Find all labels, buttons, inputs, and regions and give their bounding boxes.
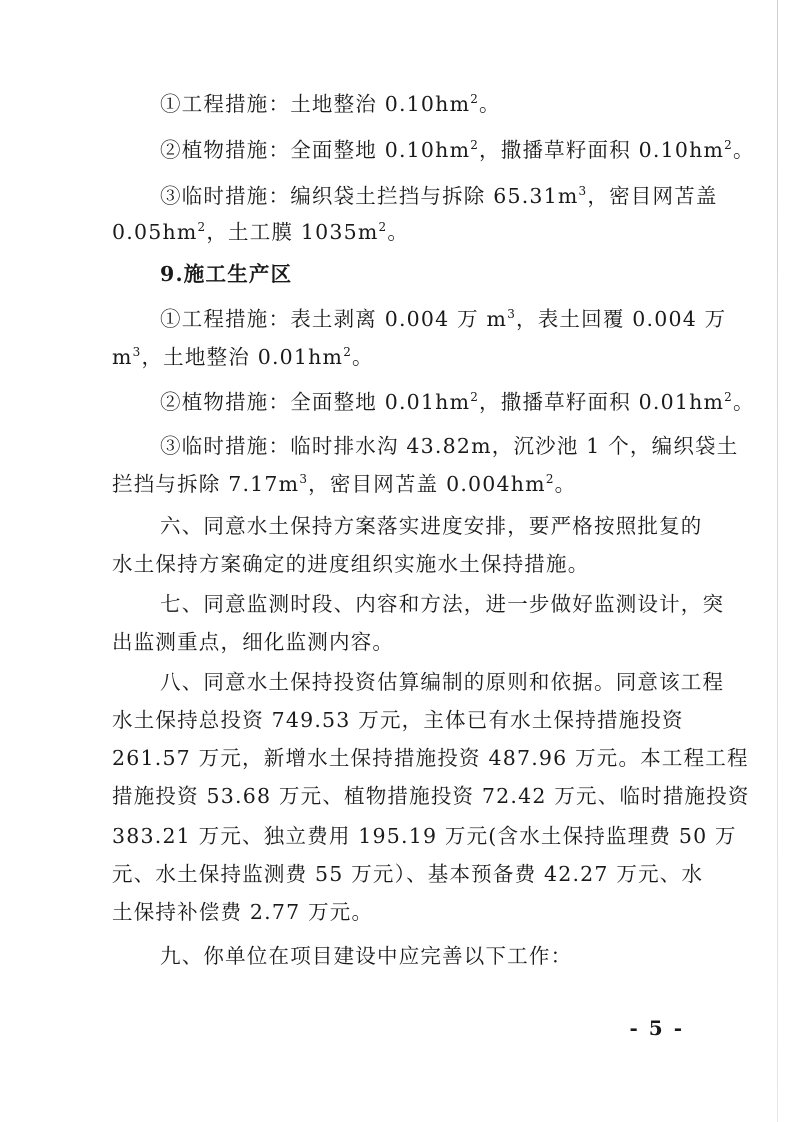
text-line: 拦挡与拆除 $7.17m^3$，密目网苫盖 $0.004hm^2$。 <box>112 472 577 496</box>
text-line: 383.21 万元、独立费用 195.19 万元(含水土保持监理费 50 万 <box>112 824 737 848</box>
text-line: ②植物措施：全面整地 $0.10hm^2$，撒播草籽面积 $0.10hm^2$。 <box>160 138 755 162</box>
text-line: 出监测重点，细化监测内容。 <box>112 630 395 654</box>
text-line: $m^3$，土地整治 $0.01hm^2$。 <box>112 345 374 369</box>
text-line: 水土保持方案确定的进度组织实施水土保持措施。 <box>112 552 590 576</box>
text-line: 六、同意水土保持方案落实进度安排，要严格按照批复的 <box>160 514 703 538</box>
text-line: ①工程措施：土地整治 $0.10hm^2$。 <box>160 92 501 116</box>
scan-edge-line <box>777 0 778 1122</box>
section-heading: 9.施工生产区 <box>160 262 293 286</box>
text-line: $0.05hm^2$，土工膜 $1035m^2$。 <box>112 220 410 244</box>
text-line: 措施投资 53.68 万元、植物措施投资 72.42 万元、临时措施投资 <box>112 784 750 808</box>
text-line: 土保持补偿费 2.77 万元。 <box>112 900 374 924</box>
text-line: 261.57 万元，新增水土保持措施投资 487.96 万元。本工程工程 <box>112 746 749 770</box>
text-line: 水土保持总投资 749.53 万元，主体已有水土保持措施投资 <box>112 708 684 732</box>
text-line: 八、同意水土保持投资估算编制的原则和依据。同意该工程 <box>160 670 725 694</box>
text-line: ③临时措施：编织袋土拦挡与拆除 $65.31m^3$，密目网苫盖 <box>160 184 718 208</box>
text-line: 元、水土保持监测费 55 万元）、基本预备费 42.27 万元、水 <box>112 862 704 886</box>
text-line: ②植物措施：全面整地 $0.01hm^2$，撒播草籽面积 $0.01hm^2$。 <box>160 390 755 414</box>
text-line: 七、同意监测时段、内容和方法，进一步做好监测设计，突 <box>160 592 725 616</box>
text-line: ①工程措施：表土剥离 0.004 万 $m^3$，表土回覆 0.004 万 <box>160 307 727 331</box>
text-line: 九、你单位在项目建设中应完善以下工作： <box>160 944 573 968</box>
text-line: ③临时措施：临时排水沟 43.82m，沉沙池 1 个，编织袋土 <box>160 434 739 458</box>
page-number: - 5 - <box>629 1016 684 1040</box>
